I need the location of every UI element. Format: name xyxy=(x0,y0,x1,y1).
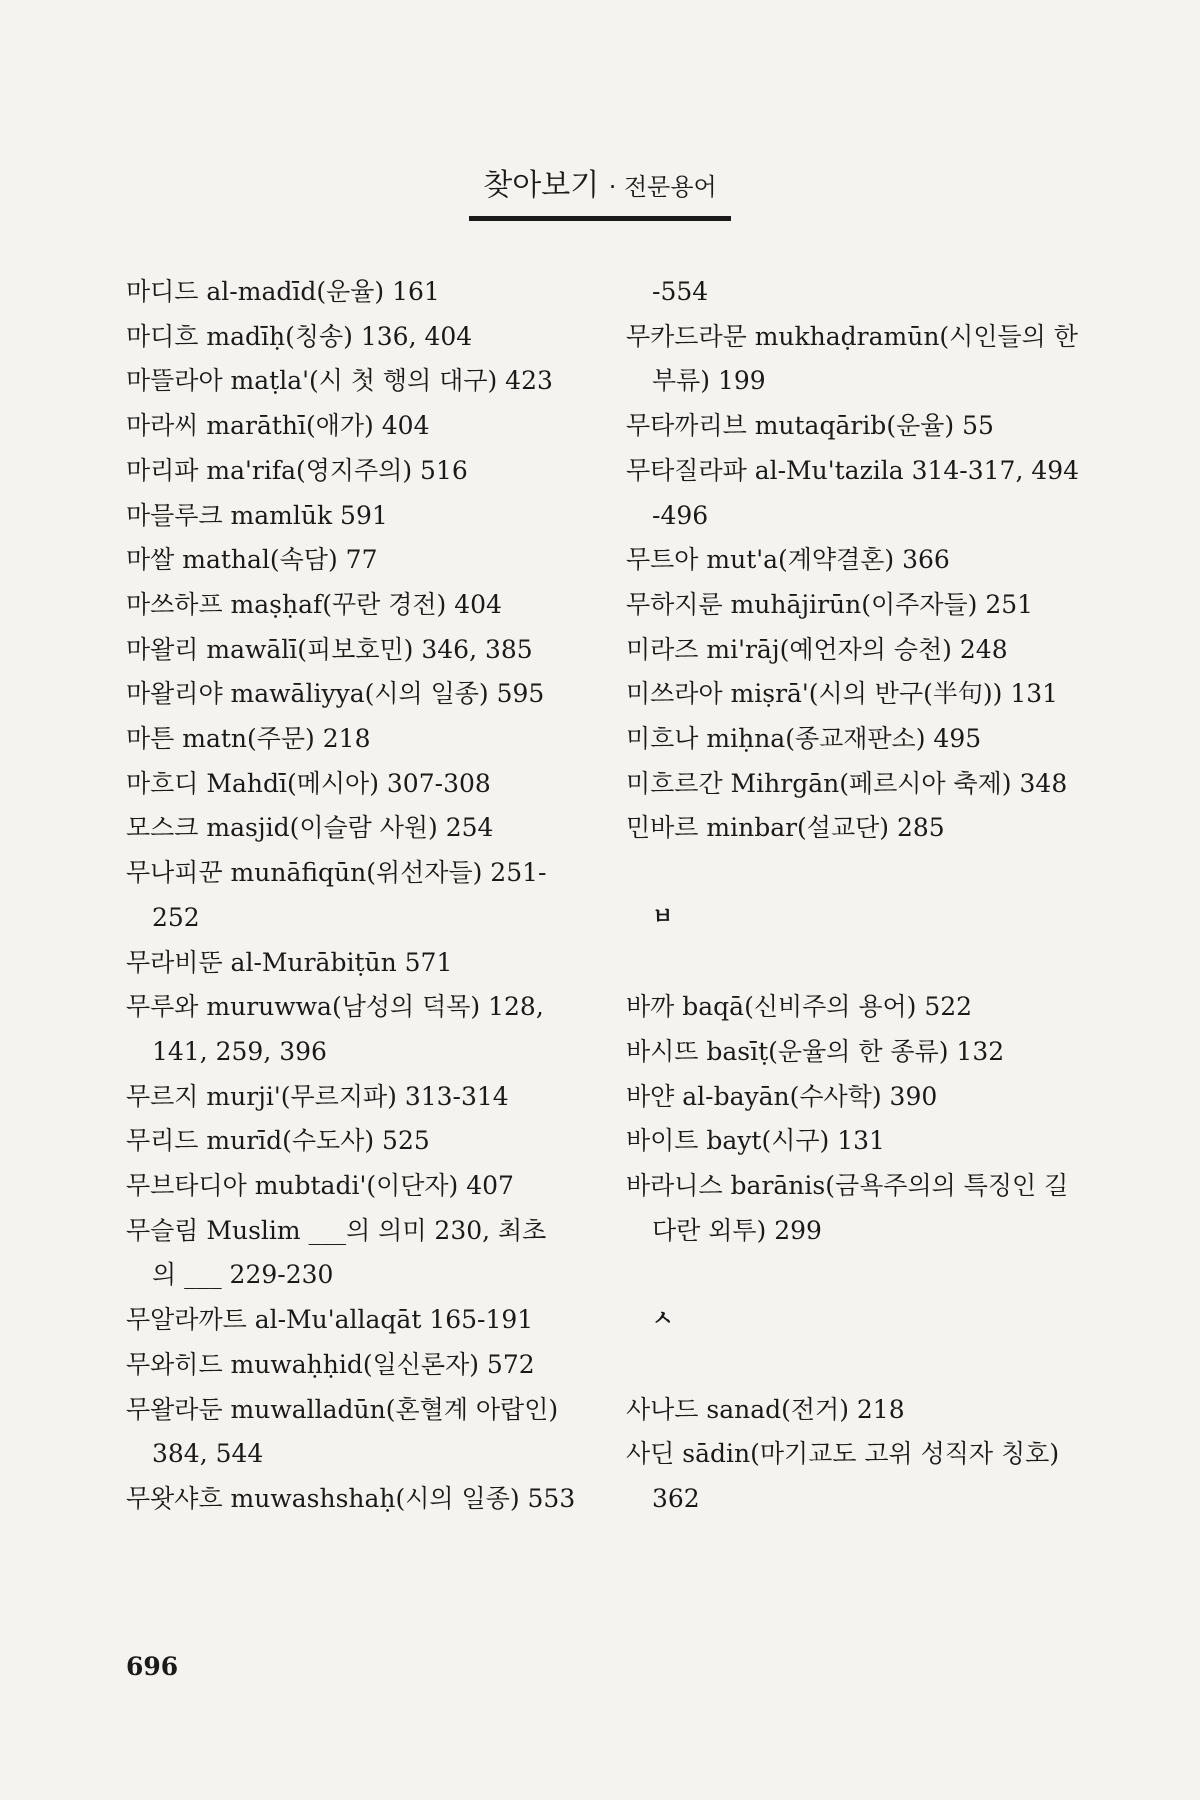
index-entry-continuation: 141, 259, 396 xyxy=(152,1036,327,1066)
section-heading-b: ㅂ xyxy=(652,904,674,930)
index-entry: 무나피꾼 munāfiqūn(위선자들) 251- xyxy=(126,858,547,888)
index-entry: 마믈루크 mamlūk 591 xyxy=(126,500,388,530)
index-entry: 마왈리야 mawāliyya(시의 일종) 595 xyxy=(126,679,545,709)
section-spacer xyxy=(626,851,1096,896)
index-entry: 바이트 bayt(시구) 131 xyxy=(626,1126,885,1156)
index-entry: 무알라까트 al-Mu'allaqāt 165-191 xyxy=(126,1305,534,1335)
index-entry: 사나드 sanad(전거) 218 xyxy=(626,1394,905,1424)
page-number: 696 xyxy=(126,1652,179,1681)
left-column xyxy=(126,270,596,1522)
page-title xyxy=(469,160,730,221)
index-entry: 무라비뚠 al-Murābiṭūn 571 xyxy=(126,947,453,977)
index-entry: 무루와 muruwwa(남성의 덕목) 128, xyxy=(126,992,544,1022)
section-spacer xyxy=(626,1343,1096,1388)
index-entry: 무타까리브 mutaqārib(운율) 55 xyxy=(626,411,994,441)
section-spacer xyxy=(626,1253,1096,1298)
index-entry: 마디흐 madīḥ(칭송) 136, 404 xyxy=(126,321,473,351)
page-header xyxy=(0,160,1200,221)
index-entry: 무왓샤흐 muwashshaḥ(시의 일종) 553 xyxy=(126,1483,576,1513)
index-entry: 사딘 sādin(마기교도 고위 성직자 칭호) xyxy=(626,1439,1060,1469)
index-entry: 마흐디 Mahdī(메시아) 307-308 xyxy=(126,768,491,798)
index-entry: 민바르 minbar(설교단) 285 xyxy=(626,813,945,843)
section-heading-s: ㅅ xyxy=(652,1307,674,1333)
index-entry: 무왈라둔 muwalladūn(혼혈계 아랍인) xyxy=(126,1394,559,1424)
section-spacer xyxy=(626,941,1096,986)
index-entry: 모스크 masjid(이슬람 사원) 254 xyxy=(126,813,494,843)
right-column xyxy=(626,270,1096,1522)
index-entry: 무르지 murji'(무르지파) 313-314 xyxy=(126,1081,509,1111)
index-entry: 무하지룬 muhājirūn(이주자들) 251 xyxy=(626,589,1034,619)
index-entry: 바까 baqā(신비주의 용어) 522 xyxy=(626,992,973,1022)
index-entry: 마쌀 mathal(속담) 77 xyxy=(126,545,378,575)
title-subtitle: · 전문용어 xyxy=(608,173,717,201)
index-entry: 마튼 matn(주문) 218 xyxy=(126,724,371,754)
index-entry: 무카드라문 mukhaḍramūn(시인들의 한 xyxy=(626,321,1078,351)
index-entry: 바시뜨 basīṭ(운율의 한 종류) 132 xyxy=(626,1036,1005,1066)
index-entry: 무브타디아 mubtadi'(이단자) 407 xyxy=(126,1171,514,1201)
index-entry: 바라니스 barānis(금욕주의의 특징인 길 xyxy=(626,1171,1069,1201)
index-entry: 무리드 murīd(수도사) 525 xyxy=(126,1126,430,1156)
index-entry-continuation: 252 xyxy=(152,902,200,932)
index-entry: 무트아 mut'a(계약결혼) 366 xyxy=(626,545,950,575)
index-entry: 마라씨 marāthī(애가) 404 xyxy=(126,411,430,441)
index-entry: 마쓰하프 maṣḥaf(꾸란 경전) 404 xyxy=(126,589,502,619)
index-entry: 마리파 ma'rifa(영지주의) 516 xyxy=(126,455,468,485)
index-entry: 무와히드 muwaḥḥid(일신론자) 572 xyxy=(126,1349,535,1379)
index-entry: 미라즈 mi'rāj(예언자의 승천) 248 xyxy=(626,634,1008,664)
index-entry-continuation: 362 xyxy=(652,1483,700,1513)
index-entry: 미흐르간 Mihrgān(페르시아 축제) 348 xyxy=(626,768,1068,798)
index-entry: 바얀 al-bayān(수사학) 390 xyxy=(626,1081,938,1111)
index-entry-continuation: 부류) 199 xyxy=(652,366,766,396)
index-entry-continuation: 의 ___ 229-230 xyxy=(152,1260,334,1290)
index-entry: 마왈리 mawālī(피보호민) 346, 385 xyxy=(126,634,533,664)
index-entry: 마디드 al-madīd(운율) 161 xyxy=(126,277,440,306)
title-main: 찾아보기 xyxy=(483,168,600,203)
index-entry-continuation: -496 xyxy=(652,500,709,530)
index-entry: 미흐나 miḥna(종교재판소) 495 xyxy=(626,724,982,754)
index-entry: 마뜰라아 maṭla'(시 첫 행의 대구) 423 xyxy=(126,366,553,396)
index-entry: 무타질라파 al-Mu'tazila 314-317, 494 xyxy=(626,455,1080,485)
index-entry-continuation: 다란 외투) 299 xyxy=(652,1215,822,1245)
index-entry-continuation: 384, 544 xyxy=(152,1439,264,1469)
index-entry: 미쓰라아 miṣrā'(시의 반구(半句)) 131 xyxy=(626,679,1059,709)
index-entry: 무슬림 Muslim ___의 의미 230, 최초 xyxy=(126,1215,547,1245)
index-entry-continuation: -554 xyxy=(652,277,709,306)
